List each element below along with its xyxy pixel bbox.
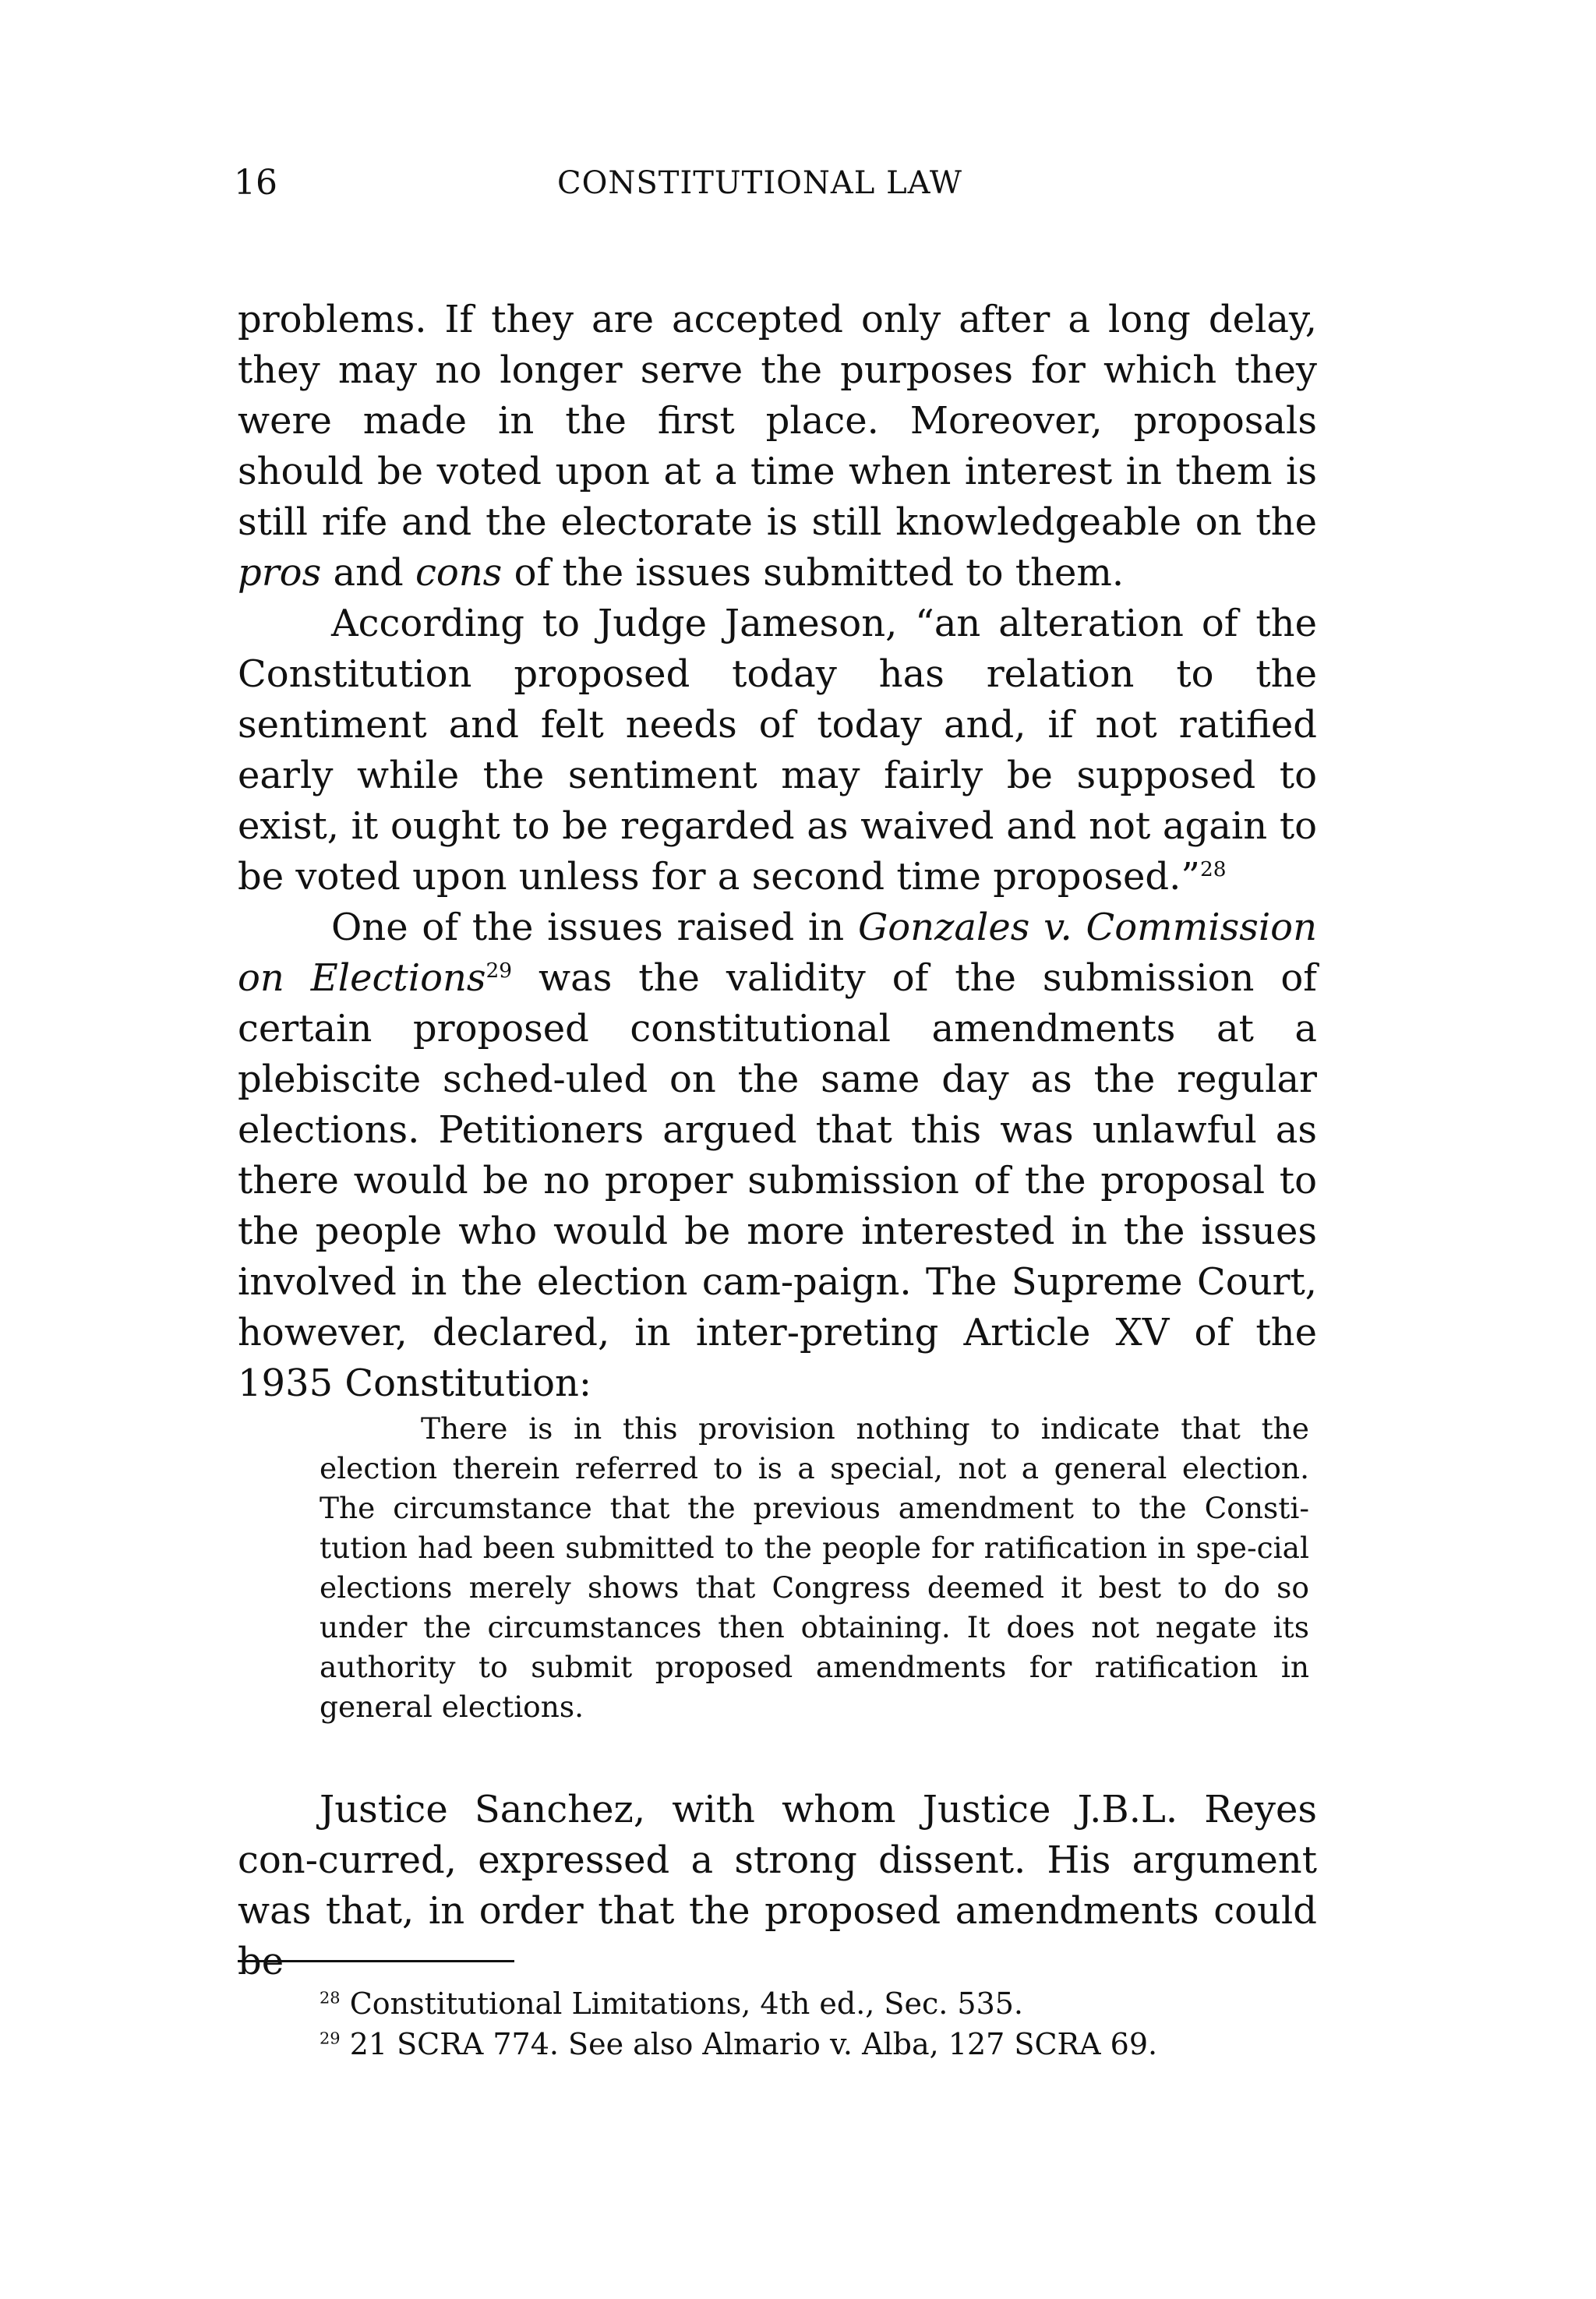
paragraph-2 [238,599,1317,902]
paragraph-1-text-a: problems. If they are accepted only after a long delay, they may no longer serve the purposes for which they were made in the first place. Moreover, proposals should be voted upon at a time when interest in them is still rife and the electorate is still knowledgeable on the [238,298,1317,544]
paragraph-4: Justice Sanchez, with whom Justice J.B.L. Reyes con-curred, expressed a strong dissent. His argument was that, in order that the proposed amendments could be [238,1788,1317,1983]
footnote-number: 28 [320,1988,341,2008]
paragraph-1 [238,295,1317,599]
footnote-text: Constitutional Limitations, 4th ed., Sec. 535. [349,1986,1024,2021]
footnotes [320,1983,1317,2064]
footnote-28 [320,1983,1317,2024]
paragraph-2-text: According to Judge Jameson, “an alteration of the Constitution proposed today has relation to the sentiment and felt needs of today and, if not ratified early while the sentiment may fairly be supposed to exist, it ought to be regarded as waived and not again to be voted upon unless for a second time proposed.” [238,602,1317,899]
paragraph-3 [238,902,1317,1409]
block-quote-text: There is in this provision nothing to indicate that the election therein referred to is a special, not a general election. The circumstance that the previous amendment to the Consti-tution had been submitted to the people for ratification in spe-cial elections merely shows that Congress deemed it best to do so under the circumstances then obtaining. It does not negate its authority to submit proposed amendments for ratification in general elections. [320,1411,1309,1724]
running-head: CONSTITUTIONAL LAW [556,165,963,201]
footnote-ref-29: 29 [486,959,513,983]
paragraph-3-text-a: One of the issues raised in [331,906,858,949]
block-quote [320,1409,1309,1727]
paragraph-1-text-b: and [321,551,415,595]
footnote-29 [320,2024,1317,2064]
main-text-continued [238,1785,1317,1987]
page-number: 16 [234,163,277,203]
cons-term: cons [415,551,503,595]
footnote-text: 21 SCRA 774. See also Almario v. Alba, 127 SCRA 69. [349,2027,1158,2061]
footnote-ref-28: 28 [1199,857,1227,881]
case-name: Gonzales v. Commission on Elections [238,906,1317,1000]
main-text [238,295,1317,1409]
paragraph-1-text-c: of the issues submitted to them. [502,551,1125,595]
page-header [234,160,1317,207]
pros-term: pros [238,551,322,595]
paragraph-3-text-b: was the validity of the submission of certain proposed constitutional amendments at a plebiscite sched-uled on the same day as the regular elections. Petitioners argued that this was unlawful as there would be no proper submission of the proposal to the people who would be more interested in the issues involved in the election cam-paign. The Supreme Court, however, declared, in inter-preting Article XV of the 1935 Constitution: [238,956,1317,1405]
footnote-number: 29 [320,2029,341,2048]
footnote-divider [238,1960,514,1962]
